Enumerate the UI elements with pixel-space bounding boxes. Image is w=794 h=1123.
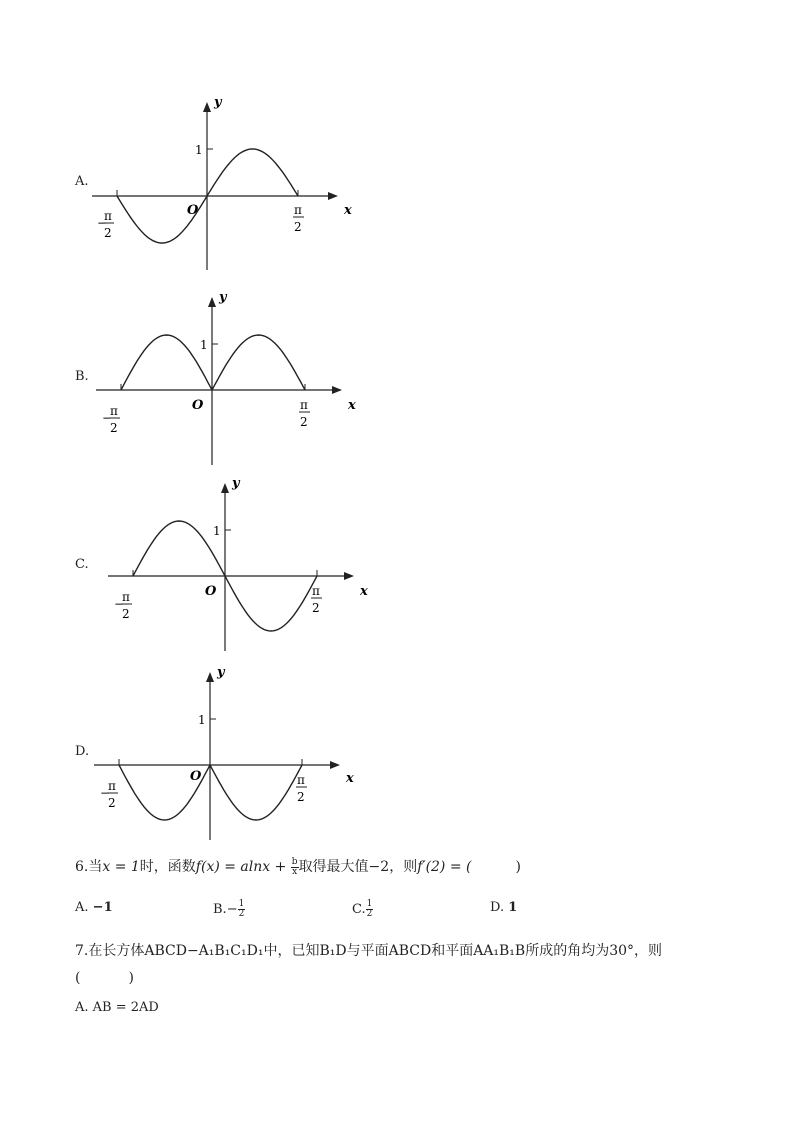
neg-pi-numerator: π <box>122 590 130 604</box>
neg-pi-numerator: π <box>108 779 116 793</box>
option-label-d: D. <box>75 744 90 759</box>
y-axis-label: y <box>214 95 222 110</box>
q6-options <box>75 900 595 920</box>
x-axis-arrow-icon <box>328 192 338 200</box>
q7-option-a[interactable]: A. AB = 2AD <box>75 1000 159 1015</box>
q6-text-b: 时，函数 <box>139 859 196 875</box>
graph-d-svg <box>0 660 400 850</box>
curve-b <box>121 335 305 390</box>
q6-text-c: 取得最大值−2，则 <box>298 859 418 875</box>
neg-pi-minus: − <box>97 216 108 230</box>
neg-pi-denominator: 2 <box>104 226 112 240</box>
option-label-c: C. <box>75 557 89 572</box>
y-axis-label: y <box>232 476 240 491</box>
q6-option-a[interactable]: A. −1 <box>75 900 113 915</box>
q7-paren: ( ) <box>75 970 134 986</box>
origin-label: O <box>192 398 204 413</box>
q6-frac-num: b <box>291 856 298 867</box>
question-6 <box>75 856 521 877</box>
neg-pi-denominator: 2 <box>108 796 116 810</box>
q7-number: 7. <box>75 943 89 959</box>
q6-number: 6. <box>75 859 89 875</box>
pi-numerator: π <box>312 584 320 598</box>
x-axis-label: x <box>348 398 356 413</box>
pi-denominator: 2 <box>312 601 320 615</box>
graph-option-c <box>0 471 400 661</box>
x-axis-label: x <box>344 203 352 218</box>
origin-label: O <box>187 203 199 218</box>
graph-b-svg <box>0 285 400 475</box>
option-label-b: B. <box>75 369 89 384</box>
graph-option-d <box>0 660 400 850</box>
y-axis-arrow-icon <box>208 297 216 307</box>
neg-pi-minus: − <box>102 411 113 425</box>
q6-condition: x = 1 <box>102 859 140 875</box>
y-axis-label: y <box>217 665 225 680</box>
tick-label-one: 1 <box>195 143 203 157</box>
neg-pi-minus: − <box>100 786 111 800</box>
q6-option-c[interactable]: C. $\frac{1}{2}$ <box>352 899 373 919</box>
tick-label-one: 1 <box>198 713 206 727</box>
q6-close: ) <box>515 859 521 875</box>
origin-label: O <box>205 584 217 599</box>
x-axis-arrow-icon <box>332 386 342 394</box>
pi-numerator: π <box>297 773 305 787</box>
pi-numerator: π <box>300 398 308 412</box>
q6-option-b[interactable]: B.− $\frac{1}{2}$ <box>213 899 245 919</box>
question-7 <box>75 940 662 960</box>
x-axis-label: x <box>360 584 368 599</box>
q6-fraction <box>291 858 299 877</box>
q6-frac-den: x <box>292 866 298 877</box>
q7-text: 在长方体ABCD−A₁B₁C₁D₁中，已知B₁D与平面ABCD和平面AA₁B₁B所成的角均为30°，则 <box>88 943 663 959</box>
neg-pi-numerator: π <box>104 209 112 223</box>
graph-c-svg <box>0 471 400 661</box>
q6-ask: f′(2) = ( <box>417 859 472 875</box>
origin-label: O <box>190 769 202 784</box>
y-axis-arrow-icon <box>203 102 211 112</box>
q6-option-d[interactable]: D. 1 <box>490 900 518 915</box>
x-axis-arrow-icon <box>344 572 354 580</box>
pi-denominator: 2 <box>294 220 302 234</box>
graph-option-b <box>0 285 400 475</box>
pi-denominator: 2 <box>300 415 308 429</box>
x-axis-arrow-icon <box>330 761 340 769</box>
y-axis-arrow-icon <box>221 483 229 493</box>
neg-pi-numerator: π <box>110 404 118 418</box>
y-axis-label: y <box>219 290 227 305</box>
q6-function: f(x) = alnx + <box>195 859 291 875</box>
pi-denominator: 2 <box>297 790 305 804</box>
tick-label-one: 1 <box>213 524 221 538</box>
graph-option-a <box>0 90 400 280</box>
pi-numerator: π <box>294 203 302 217</box>
option-label-a: A. <box>75 174 89 189</box>
neg-pi-denominator: 2 <box>122 607 130 621</box>
neg-pi-minus: − <box>114 597 125 611</box>
tick-label-one: 1 <box>200 338 208 352</box>
graph-a-svg <box>0 90 400 280</box>
y-axis-arrow-icon <box>206 672 214 682</box>
q6-text-a: 当 <box>88 859 103 875</box>
x-axis-label: x <box>346 771 354 786</box>
neg-pi-denominator: 2 <box>110 421 118 435</box>
